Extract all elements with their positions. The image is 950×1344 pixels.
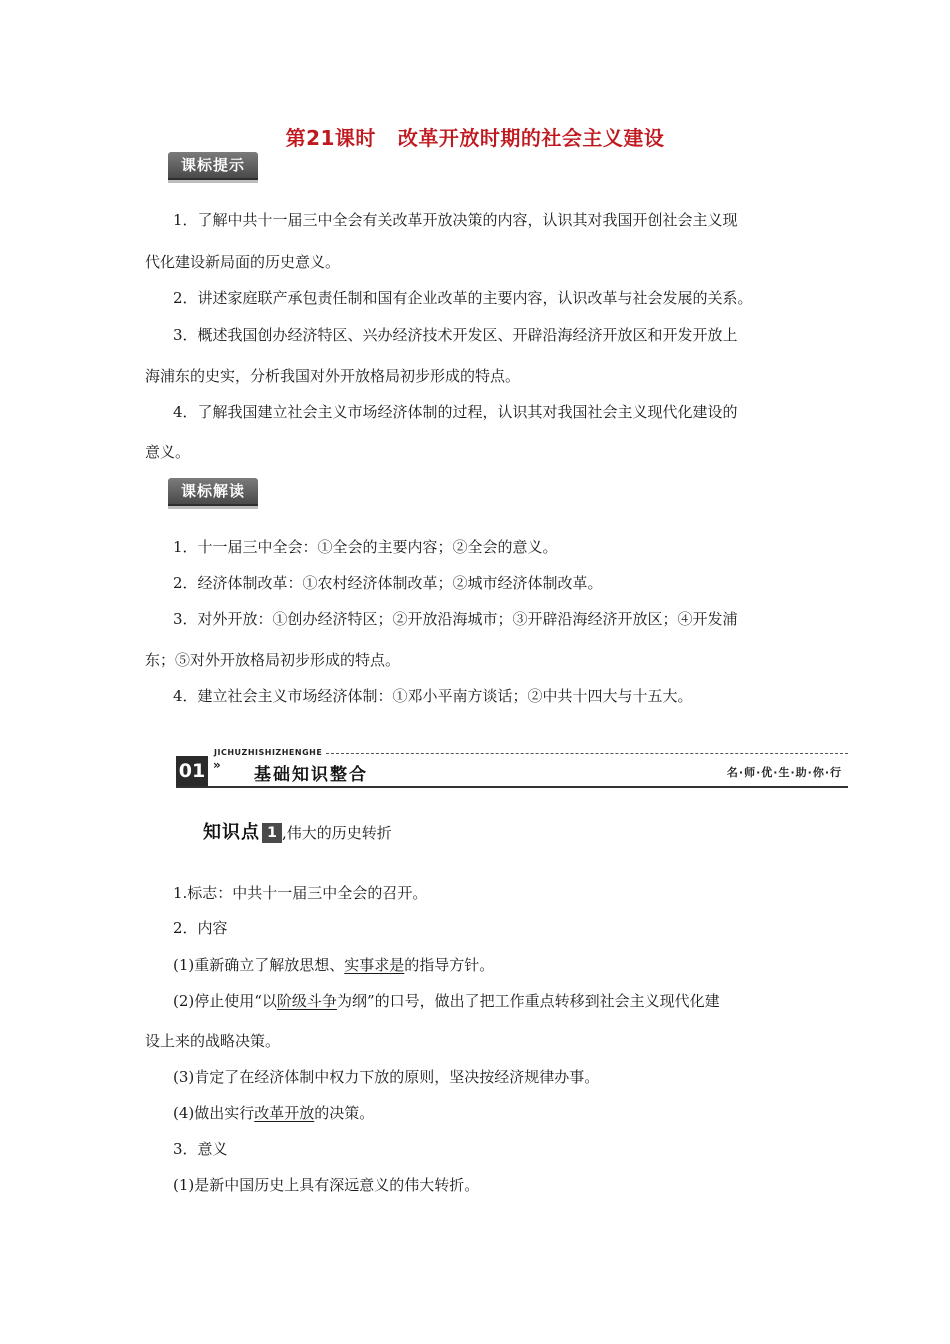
content-line-3-underlined: 实事求是 xyxy=(344,956,405,974)
curriculum-reading-tag: 课标解读 xyxy=(168,478,258,504)
reading-4-line-1: 4．建立社会主义市场经济体制：①邓小平南方谈话；②中共十四大与十五大。 xyxy=(173,687,693,705)
content-line-8: (1)是新中国历史上具有深远意义的伟大转折。 xyxy=(173,1176,480,1194)
curriculum-hint-tag: 课标提示 xyxy=(168,152,258,178)
hint-1-line-1: 1．了解中共十一届三中全会有关改革开放决策的内容，认识其对我国开创社会主义现 xyxy=(173,211,738,229)
hint-1-line-2: 代化建设新局面的历史意义。 xyxy=(145,253,341,271)
reading-3-line-2: 东；⑤对外开放格局初步形成的特点。 xyxy=(145,651,401,669)
content-line-7: 3．意义 xyxy=(173,1140,228,1158)
hint-4-line-1: 4．了解我国建立社会主义市场经济体制的过程，认识其对我国社会主义现代化建设的 xyxy=(173,403,738,421)
section-rule xyxy=(176,786,848,788)
content-line-6 xyxy=(145,1103,838,1123)
chevron-right-icon: » xyxy=(213,758,221,772)
section-title: 基础知识整合 xyxy=(254,765,368,785)
section-number: 01 xyxy=(176,756,208,786)
reading-1-line-1: 1．十一届三中全会：①全会的主要内容；②全会的意义。 xyxy=(173,538,558,556)
reading-3-line-1: 3．对外开放：①创办经济特区；②开放沿海城市；③开辟沿海经济开放区；④开发浦 xyxy=(173,610,738,628)
knowledge-point-heading xyxy=(203,818,392,844)
content-line-4-cont: 设上来的战略决策。 xyxy=(145,1032,281,1050)
hint-2-line-1: 2．讲述家庭联产承包责任制和国有企业改革的主要内容，认识改革与社会发展的关系。 xyxy=(173,289,753,307)
lesson-title: 改革开放时期的社会主义建设 xyxy=(397,126,665,150)
section-header xyxy=(176,748,848,788)
lesson-number: 第21课时 xyxy=(285,126,376,150)
content-line-1: 1.标志：中共十一届三中全会的召开。 xyxy=(173,884,428,902)
content-line-6-pre: (4)做出实行 xyxy=(173,1104,255,1122)
page-title xyxy=(0,122,950,151)
hint-4-line-2: 意义。 xyxy=(145,443,191,461)
content-line-2: 2．内容 xyxy=(173,919,228,937)
content-line-6-underlined: 改革开放 xyxy=(254,1104,315,1122)
knowledge-point-number: 1 xyxy=(262,823,282,843)
content-line-4-pre: (2)停止使用“以 xyxy=(173,992,277,1010)
knowledge-point-separator: , xyxy=(282,824,287,842)
content-line-5: (3)肯定了在经济体制中权力下放的原则，坚决按经济规律办事。 xyxy=(173,1068,600,1086)
section-motto: 名·师·优·生·助·你·行 xyxy=(726,766,842,779)
hint-3-line-1: 3．概述我国创办经济特区、兴办经济技术开发区、开辟沿海经济开放区和开发开放上 xyxy=(173,326,738,344)
content-line-3-post: 的指导方针。 xyxy=(404,956,495,974)
content-line-4 xyxy=(145,991,838,1011)
section-pinyin: JICHUZHISHIZHENGHE xyxy=(214,748,323,757)
section-dashed-rule xyxy=(326,753,848,754)
reading-2-line-1: 2．经济体制改革：①农村经济体制改革；②城市经济体制改革。 xyxy=(173,574,603,592)
hint-3-line-2: 海浦东的史实，分析我国对外开放格局初步形成的特点。 xyxy=(145,367,521,385)
content-line-4-underlined: 阶级斗争 xyxy=(276,992,337,1010)
knowledge-point-label: 知识点 xyxy=(203,822,260,843)
content-line-3 xyxy=(145,955,838,975)
content-line-6-post: 的决策。 xyxy=(314,1104,375,1122)
content-line-3-pre: (1)重新确立了解放思想、 xyxy=(173,956,345,974)
content-line-4-post: 为纲”的口号，做出了把工作重点转移到社会主义现代化建 xyxy=(336,992,720,1010)
knowledge-point-title: 伟大的历史转折 xyxy=(286,824,392,842)
